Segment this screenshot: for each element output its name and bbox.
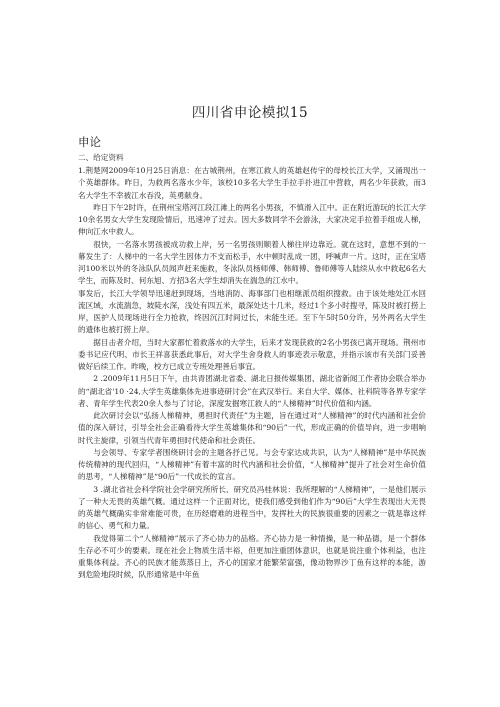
paragraph: 2 .2009年11月5日下午，由共青团湖北省委、湖北日报传媒集团、湖北省新闻工作者协会联合举办的“湖北省'10 ·24,大学生英雄集体先进事迹研讨会”在武汉举行。来自大学、媒体、社科院等各界专家学者、青年学生代表20余人参与了讨论，深度发掘寒江救人的“人梯精神”时代价值和内涵。 [78,374,426,408]
body-text [78,165,426,582]
paragraph: 我觉得第二个“人梯精神”展示了齐心协力的品格。齐心协力是一种情操，是一种品德，是一个群体生存必不可少的要素。现在社会上物质生活丰裕，但更加注重团体意识，也就是说注重个体利益，也注重集体利益。齐心的民族才能蒸蒸日上，齐心的国家才能繁荣富强，像动物界沙丁鱼有这样的本能，游到危险地段时候，队形通常是中年鱼 [78,533,426,580]
paragraph: 与会领导、专家学者围绕研讨会的主题各抒己见。与会专家达成共识，认为“人梯精神”是中华民族传统精神的现代回归，“人梯精神”有着丰富的时代内涵和社会价值，“人梯精神”提升了社会对生命价值的思考，“人梯精神”是“90后”一代成长的宣言。 [78,447,426,482]
paragraph: 据目击者介绍，当时大家都忙着救落水的大学生，后来才发现获救的2名小男孩已离开现场。荆州市委书记应代明、市长王祥喜获悉此事后，对大学生舍身救人的事迹表示敬意，并指示该市有关部门妥善做好后续工作。昨晚，校方已成立专班处理善后事宜。 [78,337,426,371]
paragraph: 1.荆楚网2009年10月25日消息：在古城荆州，在寒江救人的英雄赵传宇的母校长江大学，又涌现出一个英雄群体。昨日，为救两名落水少年，该校10多名大学生手拉手扑进江中营救，两名少年获救，而3名大学生不幸被江水吞没，英勇献身。 [78,166,426,200]
section-heading: 申论 [78,135,101,149]
sub-heading: 二、给定资料 [78,153,124,162]
paragraph: 事发后，长江大学领导迅速赶到现场，当地消防、海事部门也相继派员组织搜救。由于该处地处江水回流区域，水流湍急，坡陡水深，浅处有四五米，最深处达十几米，经过1个多小时搜寻，陈及时被打捞上岸，医护人员现场进行全力抢救，终因沉江时间过长，未能生还。至下午5时50分许，另外两名大学生的遗体也被打捞上岸。 [78,288,426,335]
paragraph: 很快，一名落水男孩被成功救上岸，另一名男孩则顺着人梯往岸边靠近。就在这时，意想不到的一幕发生了：人梯中的一名大学生因体力不支而松手，水中顿时乱成一团，呼喊声一片。这时，正在宝塔河100米以外的冬泳队队员闻声赶来施救，冬泳队员杨师傅、韩师傅、鲁师傅等人陆续从水中救起6名大学生，而陈及时、何东旭、方招3名大学生却消失在湍急的江水中。 [78,239,426,286]
document-title: 四川省申论模拟15 [191,105,309,121]
paragraph: 昨日下午2时许，在荆州宝塔河江段江滩上的两名小男孩，不慎滑入江中。正在附近游玩的长江大学10余名男女大学生发现险情后，迅速冲了过去。因大多数同学不会游泳，大家决定手拉着手组成人梯，伸向江水中救人。 [78,202,426,237]
paragraph: 此次研讨会以“弘扬人梯精神，勇担时代责任”为主题，旨在通过对“人梯精神”的时代内涵和社会价值的深入研讨，引导全社会正确看待大学生英雄集体和“90后”一代，形成正确的价值导向，进一步唱响时代主旋律，引领当代青年勇担时代使命和社会责任。 [78,411,426,445]
paragraph: 3 .湖北省社会科学院社会学研究所所长、研究员冯桂林说：我所理解的“人梯精神”，一是他们展示了一种大无畏的英雄气概。通过这样一个正面对比，使我们感受到他们作为“90后”大学生表现出大无畏的英雄气概确实非常难能可贵，在历经磨难的进程当中，发挥杜大的民族很重要的因素之一就是靠这样的信心、勇气和力量。 [78,484,426,531]
